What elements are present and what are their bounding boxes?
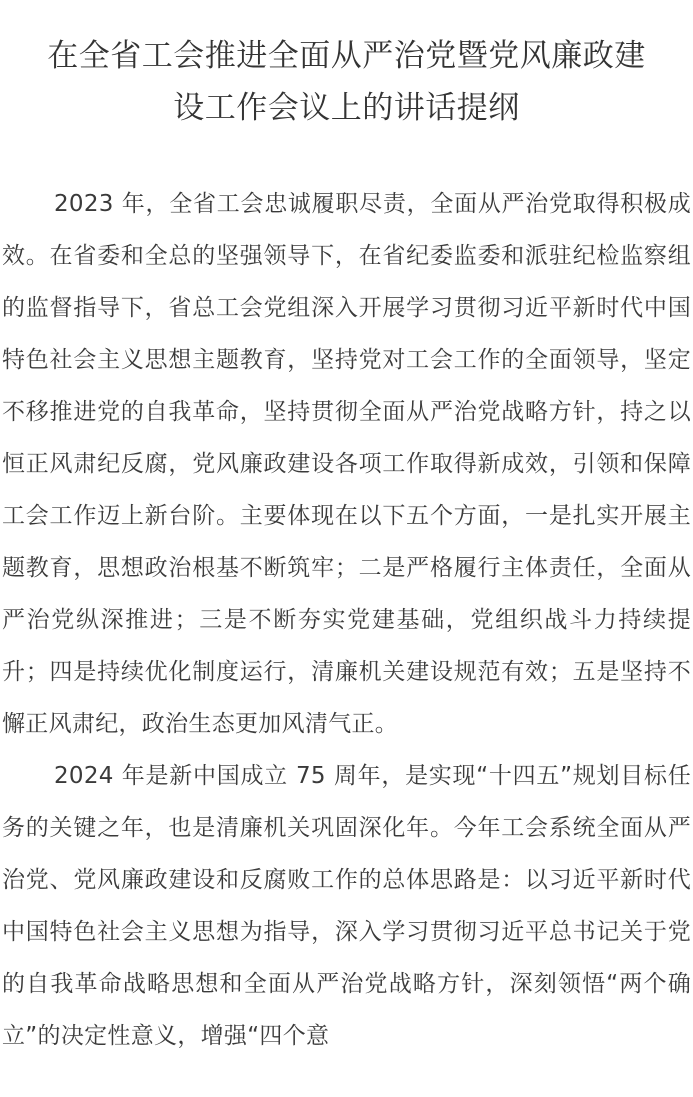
paragraph-2024-outlook: 2024 年是新中国成立 75 周年，是实现“十四五”规划目标任务的关键之年，也是清廉机关巩固深化年。今年工会系统全面从严治党、党风廉政建设和反腐败工作的总体思路是：以习近平新时代中国特色社会主义思想为指导，深入学习贯彻习近平总书记关于党的自我革命战略思想和全面从严治党战略方针，深刻领悟“两个确立”的决定性意义，增强“四个意 — [2, 763, 691, 1049]
document-title — [0, 0, 693, 134]
document-body — [0, 178, 693, 1062]
paragraph-2023-summary: 2023 年，全省工会忠诚履职尽责，全面从严治党取得积极成效。在省委和全总的坚强领导下，在省纪委监委和派驻纪检监察组的监督指导下，省总工会党组深入开展学习贯彻习近平新时代中国特色社会主义思想主题教育，坚持党对工会工作的全面领导，坚定不移推进党的自我革命，坚持贯彻全面从严治党战略方针，持之以恒正风肃纪反腐，党风廉政建设各项工作取得新成效，引领和保障工会工作迈上新台阶。主要体现在以下五个方面，一是扎实开展主题教育，思想政治根基不断筑牢；二是严格履行主体责任，全面从严治党纵深推进；三是不断夯实党建基础，党组织战斗力持续提升；四是持续优化制度运行，清廉机关建设规范有效；五是坚持不懈正风肃纪，政治生态更加风清气正。 — [2, 191, 691, 737]
title-line-1: 在全省工会推进全面从严治党暨党风廉政建 — [47, 38, 646, 74]
title-line-2: 设工作会议上的讲话提纲 — [173, 90, 520, 126]
